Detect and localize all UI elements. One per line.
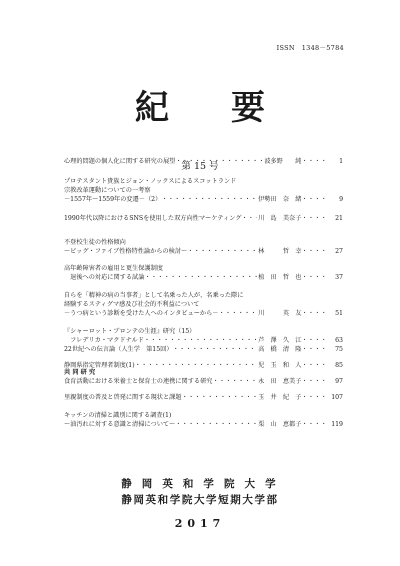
leader-dots (301, 393, 327, 402)
toc-entry-title: 自らを「精神の病の当事者」として名乗った人が、名乗った際に (64, 292, 244, 299)
toc-entry-author: 玉 井 紀 子 (258, 394, 302, 401)
toc-entry-title: プロテスタント貴族とジョン・ノックスによるスコットランド (64, 178, 237, 185)
toc-entry (64, 411, 343, 429)
leader-dots (218, 309, 257, 318)
page-title: 紀要 (135, 88, 327, 128)
toc-entry-line (64, 157, 343, 166)
toc-entry-author: 芦 澤 久 江 (258, 337, 302, 344)
toc-entry-line (64, 345, 343, 354)
toc-entry (64, 157, 343, 166)
issn: ISSN 1348－5784 (276, 44, 344, 52)
toc-entry-author: 川 島 美奈子 (258, 215, 302, 222)
toc-entry-line (64, 238, 343, 247)
toc-entry-page: 51 (335, 310, 343, 317)
toc-entry-title: 『シャーロット・ブロンテの生涯』研究（15） (64, 328, 196, 335)
toc-entry-line (64, 291, 343, 300)
toc-entry-title: 静岡県指定管理者制度(1) (64, 362, 135, 369)
toc-entry (64, 327, 343, 345)
toc-entry-line (64, 361, 343, 370)
section-title: 共 同 研 究 (64, 369, 96, 376)
leader-dots (213, 377, 258, 386)
toc-entry-title: キッチンの清掃と識別に関する調査(1) (64, 412, 172, 419)
toc-entry-page: 37 (335, 274, 343, 281)
toc-entry-line (64, 300, 343, 309)
toc-entry-line (64, 336, 343, 345)
toc-entry-line (64, 177, 343, 186)
toc-entry-line (64, 411, 343, 420)
toc-entry-title: 22世紀への伝言論（人生学 第15回） (64, 346, 173, 353)
toc-entry-title: 宗教改革運動についての一考察 (64, 187, 151, 194)
leader-dots (301, 157, 327, 166)
toc-entry-author: 栗 山 恵都子 (258, 421, 302, 428)
toc-entry-line (64, 309, 343, 318)
toc-entry-page: 85 (335, 362, 343, 369)
toc-entry-title: －うつ病という診断を受けた人へのインタビューから－ (64, 310, 219, 317)
toc-entry (64, 345, 343, 354)
toc-entry-line (64, 264, 343, 273)
leader-dots (173, 345, 258, 354)
toc-entry (64, 177, 343, 204)
toc-entry-author: 高 橋 清 隆 (258, 346, 302, 353)
toc-entry-page: 9 (339, 196, 343, 203)
leader-dots (301, 420, 327, 429)
toc-entry-author: 波多野 純 (264, 158, 302, 165)
toc-entry-line (64, 186, 343, 195)
leader-dots (161, 195, 257, 204)
toc-entry-page: 119 (331, 421, 343, 428)
publication-year: 2017 (174, 517, 226, 530)
toc-entry-title: 不登校生徒の性格傾向 (64, 239, 126, 246)
toc-entry (64, 214, 343, 223)
toc-entry-title: 高年齢障害者の雇用と更生保護制度 (64, 265, 163, 272)
leader-dots (301, 377, 327, 386)
toc-entry-title: ～油汚れに対する意識と清掃について～ (64, 421, 176, 428)
toc-entry-title: 心理的問題の個人化に関する研究の展望 (64, 158, 176, 165)
toc-entry-page: 107 (331, 394, 343, 401)
leader-dots (144, 336, 257, 345)
leader-dots (144, 273, 257, 282)
toc-entry-title: 経験するスティグマ感及び社会的不利益について (64, 301, 200, 308)
toc-entry-line (64, 377, 343, 386)
leader-dots (301, 345, 327, 354)
leader-dots (175, 157, 263, 166)
toc-entry (64, 291, 343, 318)
toc-entry (64, 393, 343, 402)
toc-entry (64, 264, 343, 282)
toc-entry-title: 退後への対応に関する試論 (64, 274, 145, 281)
toc-entry-author: 永 田 恵美子 (258, 378, 302, 385)
toc-entry-line (64, 273, 343, 282)
toc-entry-line (64, 195, 343, 204)
toc-entry-author: 植 田 哲 也 (258, 274, 302, 281)
leader-dots (301, 336, 327, 345)
toc-entry-page: 75 (335, 346, 343, 353)
toc-entry-page: 1 (339, 158, 343, 165)
toc-entry-page: 97 (335, 378, 343, 385)
toc-entry-title: ～ビッグ・ファイブ性格特性論からの検討～ (64, 248, 188, 255)
toc-entry-line (64, 420, 343, 429)
toc-entry (64, 238, 343, 256)
toc-entry-author: 児 玉 和 人 (258, 362, 302, 369)
toc-entry-author: 林 哲 幸 (258, 248, 302, 255)
toc-entry (64, 377, 343, 386)
leader-dots (301, 195, 327, 204)
toc-entry-line (64, 327, 343, 336)
toc-entry-author: 伊勢田 奈 緒 (258, 196, 302, 203)
leader-dots (301, 273, 327, 282)
toc-entry-line (64, 214, 343, 223)
publisher-name: 静 岡 英 和 学 院 大 学 (121, 478, 279, 490)
toc-entry-line (64, 247, 343, 256)
leader-dots (301, 247, 327, 256)
issue-number: 第 15 号 (181, 161, 219, 172)
toc-entry-title: フレデリカ・マクドナルド (64, 337, 144, 344)
leader-dots (241, 214, 257, 223)
publisher-name-junior: 静岡英和学院大学短期大学部 (121, 494, 279, 506)
leader-dots (187, 247, 257, 256)
toc-entry-page: 63 (335, 337, 343, 344)
toc-entry-title: －1557年～1559年の変遷－（2） (64, 196, 162, 203)
toc-entry-page: 27 (335, 248, 343, 255)
leader-dots (175, 420, 257, 429)
toc-entry (64, 361, 343, 370)
toc-entry-title: 里親制度の普及と啓発に関する現状と課題 (64, 394, 182, 401)
leader-dots (301, 361, 327, 370)
toc-entry-title: 1990年代以降におけるSNSを使用した双方向性マーケティング (64, 215, 242, 222)
toc-entry-line (64, 393, 343, 402)
toc-entry-page: 21 (335, 215, 343, 222)
leader-dots (301, 214, 327, 223)
leader-dots (182, 393, 258, 402)
leader-dots (301, 309, 327, 318)
toc-entry-author: 川 英 友 (258, 310, 302, 317)
leader-dots (135, 361, 257, 370)
toc-entry-title: 食育活動における栄養士と保育士の連携に関する研究 (64, 378, 213, 385)
